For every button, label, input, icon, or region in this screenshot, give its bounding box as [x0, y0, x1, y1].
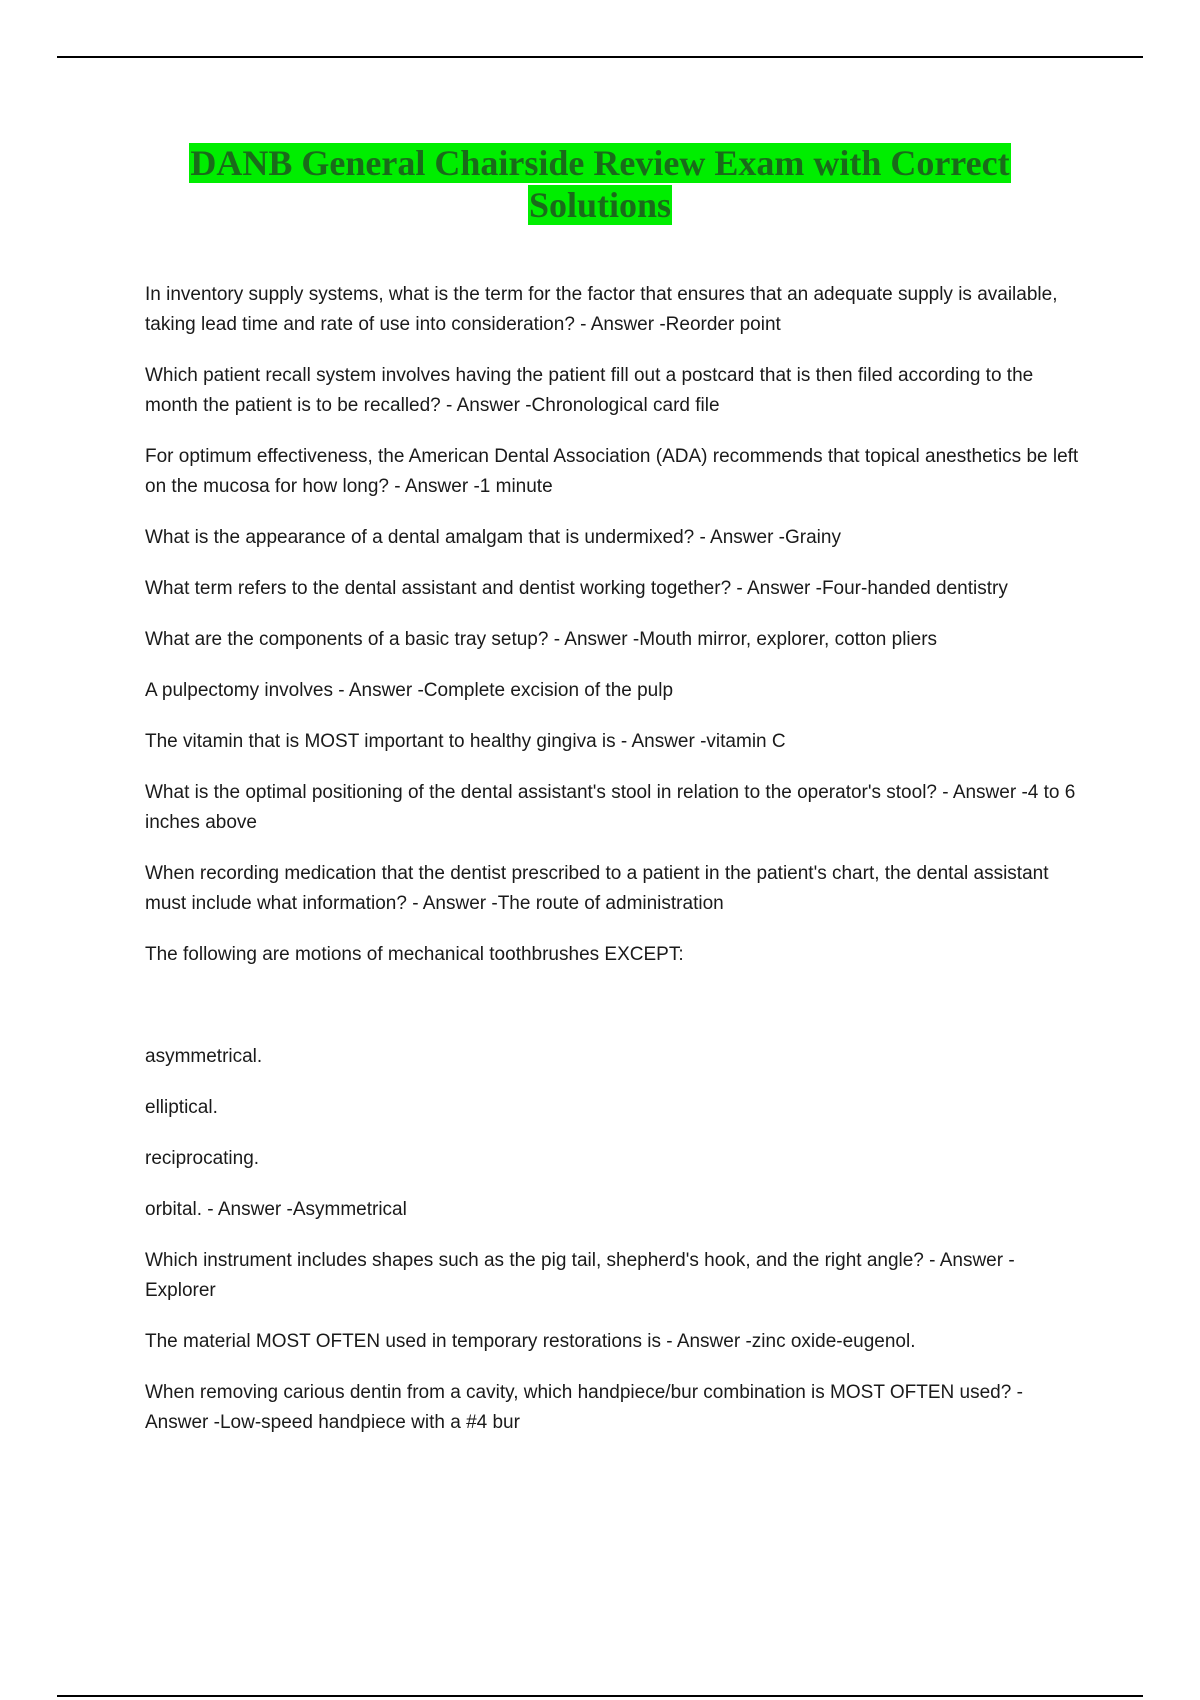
qa-paragraph: What is the optimal positioning of the dental assistant's stool in relation to the operator's stool? - Answer -4 to 6 inches above — [145, 782, 1076, 833]
answer-option: orbital. - Answer -Asymmetrical — [145, 1199, 407, 1220]
qa-paragraph: What are the components of a basic tray setup? - Answer -Mouth mirror, explorer, cotton pliers — [145, 629, 938, 650]
top-rule — [57, 56, 1143, 58]
title-line-1: DANB General Chairside Review Exam with Correct — [190, 143, 1010, 183]
qa-paragraph: What term refers to the dental assistant and dentist working together? - Answer -Four-handed dentistry — [145, 578, 1008, 599]
qa-paragraph: When recording medication that the dentist prescribed to a patient in the patient's chart, the dental assistant must include what information? - Answer -The route of administration — [145, 863, 1049, 914]
qa-paragraph: The following are motions of mechanical toothbrushes EXCEPT: — [145, 944, 684, 965]
qa-paragraph: What is the appearance of a dental amalgam that is undermixed? - Answer -Grainy — [145, 527, 841, 548]
answer-option: reciprocating. — [145, 1148, 260, 1169]
qa-paragraph: The vitamin that is MOST important to healthy gingiva is - Answer -vitamin C — [145, 731, 786, 752]
qa-paragraph: In inventory supply systems, what is the term for the factor that ensures that an adequate supply is available, taking lead time and rate of use into consideration? - Answer -Reorder point — [145, 284, 1058, 335]
bottom-rule — [57, 1695, 1143, 1697]
answer-option: asymmetrical. — [145, 1046, 263, 1067]
title-line-2: Solutions — [528, 185, 672, 225]
qa-paragraph: Which patient recall system involves having the patient fill out a postcard that is then filed according to the month the patient is to be recalled? - Answer -Chronological card file — [145, 365, 1034, 416]
qa-paragraph: A pulpectomy involves - Answer -Complete excision of the pulp — [145, 680, 674, 701]
page-title — [0, 142, 1200, 226]
qa-paragraph: For optimum effectiveness, the American Dental Association (ADA) recommends that topical anesthetics be left on the mucosa for how long? - Answer -1 minute — [145, 446, 1079, 497]
question-list — [145, 280, 1090, 1459]
qa-paragraph: The material MOST OFTEN used in temporary restorations is - Answer -zinc oxide-eugenol. — [145, 1331, 916, 1352]
answer-option: elliptical. — [145, 1097, 218, 1118]
qa-paragraph: Which instrument includes shapes such as the pig tail, shepherd's hook, and the right angle? - Answer - Explorer — [145, 1250, 1015, 1301]
qa-paragraph: When removing carious dentin from a cavity, which handpiece/bur combination is MOST OFTEN used? - Answer -Low-speed handpiece with a #4 bur — [145, 1382, 1023, 1433]
